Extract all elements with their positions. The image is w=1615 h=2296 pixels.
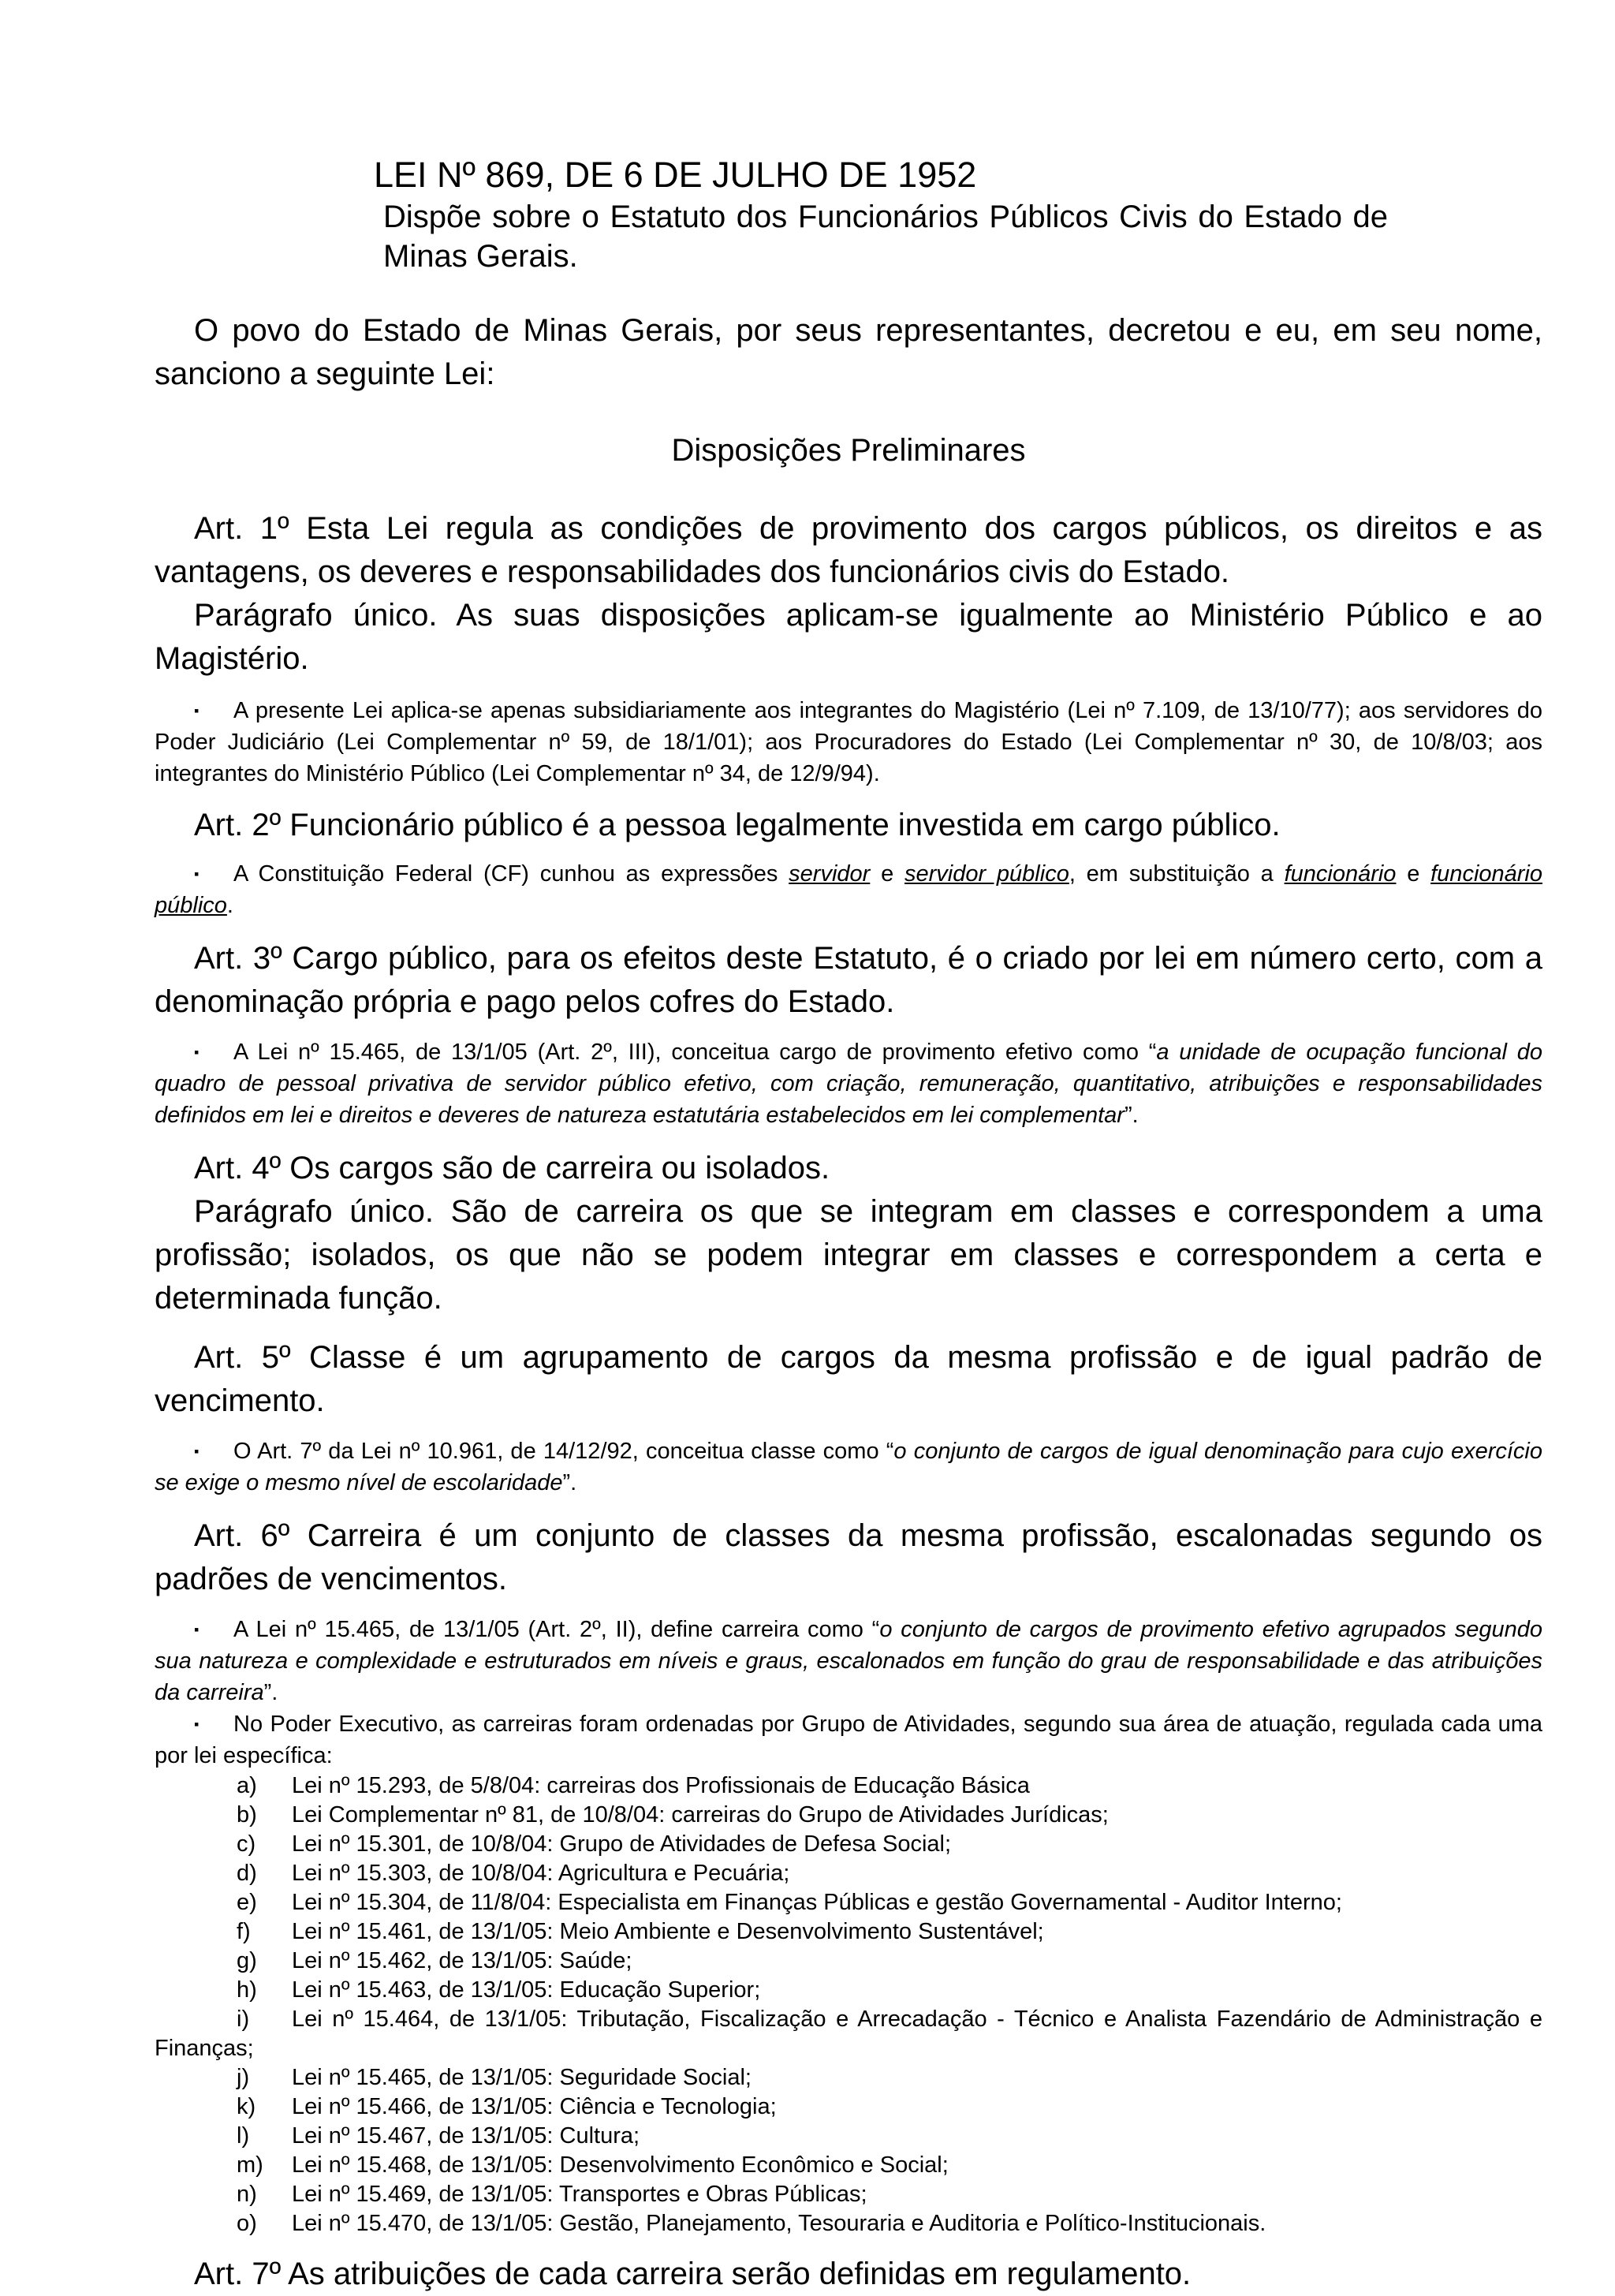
article-7: Art. 7º As atribuições de cada carreira serão definidas em regulamento. (194, 2257, 1192, 2291)
law-body (155, 309, 1542, 2296)
note-text: ”. (562, 1470, 577, 1495)
article-4: Art. 4º Os cargos são de carreira ou isolados. (194, 1151, 830, 1185)
list-item: l) Lei nº 15.467, de 13/1/05: Cultura; (237, 2123, 640, 2149)
note-quote: o conjunto de cargos de igual denominação para cujo exercício se exige o mesmo nível de escolaridade (155, 1439, 1542, 1495)
article-6: Art. 6º Carreira é um conjunto de classes da mesma profissão, escalonadas segundo os padrões de vencimentos. (155, 1518, 1542, 1596)
career-law-list (155, 1771, 1542, 2005)
preamble: O povo do Estado de Minas Gerais, por seus representantes, decretou e eu, em seu nome, sanciono a seguinte Lei: (155, 313, 1542, 391)
bullet-icon: ▪ (194, 1044, 200, 1060)
bullet-icon: ▪ (194, 1622, 200, 1637)
list-item: g) Lei nº 15.462, de 13/1/05: Saúde; (237, 1948, 632, 1973)
list-item: o) Lei nº 15.470, de 13/1/05: Gestão, Planejamento, Tesouraria e Auditoria e Político-Institucionais. (237, 2211, 1266, 2236)
note-text: A Lei nº 15.465, de 13/1/05 (Art. 2º, III), conceitua cargo de provimento efetivo como “ (233, 1040, 1157, 1065)
note-quote: o conjunto de cargos de provimento efetivo agrupados segundo sua natureza e complexidade e estruturados em níveis e graus, escalonados em função do grau de responsabilidade e das atribuições da carreira (155, 1617, 1542, 1705)
note-text: e (1396, 861, 1431, 887)
note-term: funcionário público (155, 861, 1542, 918)
article-3-note (155, 1036, 1542, 1131)
note-text: A Constituição Federal (CF) cunhou as expressões (233, 861, 789, 887)
list-item: d) Lei nº 15.303, de 10/8/04: Agricultura e Pecuária; (237, 1861, 790, 1886)
bullet-icon: ▪ (194, 1716, 200, 1732)
list-item: m) Lei nº 15.468, de 13/1/05: Desenvolvimento Econômico e Social; (237, 2152, 949, 2178)
section-title: Disposições Preliminares (671, 433, 1026, 468)
article-4-paragraph: Parágrafo único. São de carreira os que se integram em classes e correspondem a uma profissão; isolados, os que não se podem integrar em classes e correspondem a certa e determinada função. (155, 1194, 1542, 1316)
list-item: e) Lei nº 15.304, de 11/8/04: Especialista em Finanças Públicas e gestão Governamental - Auditor Interno; (237, 1890, 1342, 1915)
article-5-note (155, 1435, 1542, 1499)
note-text: A Lei nº 15.465, de 13/1/05 (Art. 2º, II), define carreira como “ (233, 1617, 880, 1642)
bullet-icon: ▪ (194, 866, 200, 882)
bullet-icon: ▪ (194, 703, 200, 719)
article-6-note-1 (155, 1614, 1542, 1708)
note-term: funcionário (1284, 861, 1397, 887)
article-1-note-text: A presente Lei aplica-se apenas subsidiariamente aos integrantes do Magistério (Lei nº 7.109, de 13/10/77); aos servidores do Poder Judiciário (Lei Complementar nº 59, de 18/1/01); aos Procuradores do Estado (Lei Complementar nº 30, de 10/8/03; aos integrantes do Ministério Público (Lei Complementar nº 34, de 12/9/94). (155, 698, 1542, 786)
list-item: j) Lei nº 15.465, de 13/1/05: Seguridade Social; (237, 2065, 752, 2090)
list-item: c) Lei nº 15.301, de 10/8/04: Grupo de Atividades de Defesa Social; (237, 1831, 952, 1857)
career-law-list-cont (155, 2063, 1542, 2238)
article-3: Art. 3º Cargo público, para os efeitos deste Estatuto, é o criado por lei em número certo, com a denominação própria e pago pelos cofres do Estado. (155, 941, 1542, 1019)
note-text: ”. (1124, 1103, 1139, 1128)
list-item: k) Lei nº 15.466, de 13/1/05: Ciência e Tecnologia; (237, 2094, 777, 2119)
article-2-note (155, 858, 1542, 921)
list-item: i) Lei nº 15.464, de 13/1/05: Tributação, Fiscalização e Arrecadação - Técnico e Analista Fazendário de Administração e Finanças; (155, 2007, 1542, 2061)
law-ementa: Dispõe sobre o Estatuto dos Funcionários Públicos Civis do Estado de Minas Gerais. (383, 200, 1388, 274)
list-item: f) Lei nº 15.461, de 13/1/05: Meio Ambiente e Desenvolvimento Sustentável; (237, 1919, 1044, 1944)
list-item: n) Lei nº 15.469, de 13/1/05: Transportes e Obras Públicas; (237, 2182, 867, 2207)
note-text: ”. (263, 1680, 278, 1705)
note-term: servidor público (904, 861, 1069, 887)
article-1-paragraph: Parágrafo único. As suas disposições aplicam-se igualmente ao Ministério Público e ao Magistério. (155, 598, 1542, 676)
note-text: O Art. 7º da Lei nº 10.961, de 14/12/92, conceitua classe como “ (233, 1439, 894, 1464)
article-5: Art. 5º Classe é um agrupamento de cargos da mesma profissão e de igual padrão de vencimento. (155, 1340, 1542, 1418)
note-text: . (226, 893, 233, 918)
list-item: h) Lei nº 15.463, de 13/1/05: Educação Superior; (237, 1977, 761, 2003)
note-text: , em substituição a (1069, 861, 1285, 887)
note-text: No Poder Executivo, as carreiras foram ordenadas por Grupo de Atividades, segundo sua área de atuação, regulada cada uma por lei específica: (155, 1712, 1542, 1768)
article-1-note (155, 695, 1542, 790)
note-text: e (870, 861, 904, 887)
law-title: LEI Nº 869, DE 6 DE JULHO DE 1952 (374, 155, 977, 195)
article-1: Art. 1º Esta Lei regula as condições de provimento dos cargos públicos, os direitos e as vantagens, os deveres e responsabilidades dos funcionários civis do Estado. (155, 511, 1542, 589)
note-term: servidor (789, 861, 871, 887)
article-6-note-2 (155, 1708, 1542, 1771)
bullet-icon: ▪ (194, 1443, 200, 1459)
list-item: b) Lei Complementar nº 81, de 10/8/04: carreiras do Grupo de Atividades Jurídicas; (237, 1802, 1109, 1827)
article-2: Art. 2º Funcionário público é a pessoa legalmente investida em cargo público. (194, 808, 1281, 842)
note-quote: a unidade de ocupação funcional do quadro de pessoal privativa de servidor público efetivo, com criação, remuneração, quantitativo, atribuições e responsabilidades definidos em lei e direitos e deveres de natureza estatutária estabelecidos em lei complementar (155, 1040, 1542, 1128)
list-item: a) Lei nº 15.293, de 5/8/04: carreiras dos Profissionais de Educação Básica (237, 1773, 1030, 1798)
